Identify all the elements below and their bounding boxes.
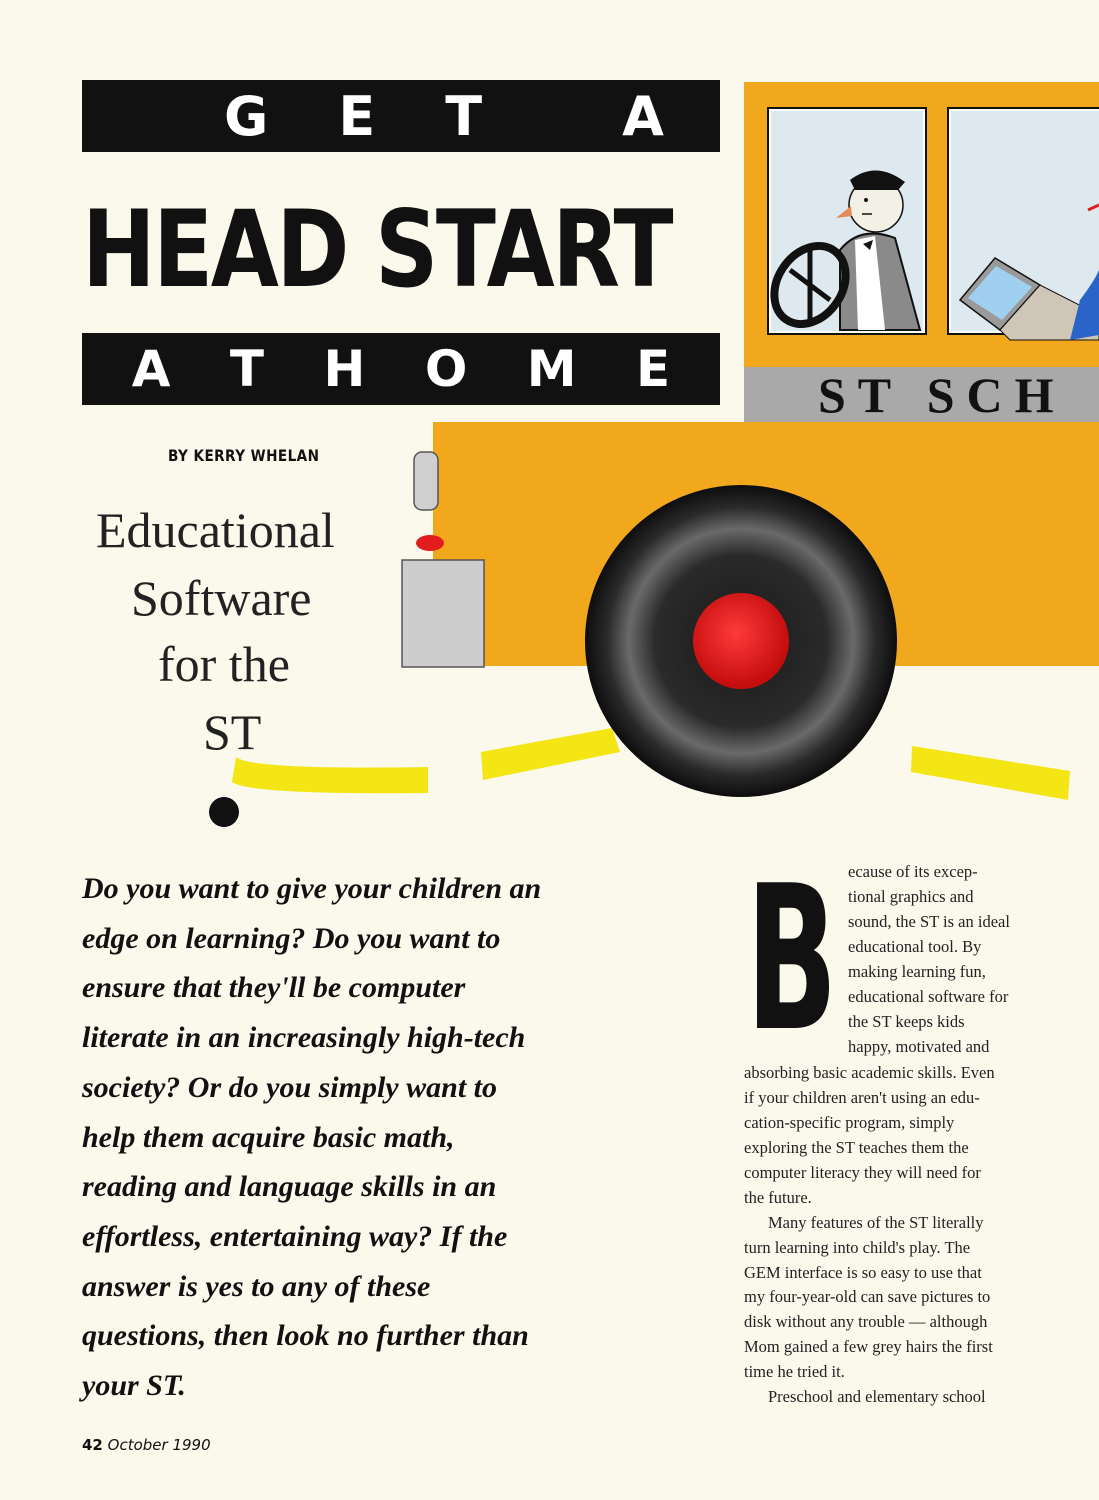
intro-line: your ST. xyxy=(82,1369,186,1403)
body-line: the future. xyxy=(744,1188,812,1207)
intro-line: edge on learning? Do you want to xyxy=(82,921,501,955)
intro-line: reading and language skills in an xyxy=(82,1170,497,1204)
body-line: educational tool. By xyxy=(848,937,982,956)
body-line: exploring the ST teaches them the xyxy=(744,1138,969,1157)
body-line: computer literacy they will need for xyxy=(744,1163,981,1182)
road-stripe-mid xyxy=(481,728,620,780)
road-stripe-left xyxy=(232,757,428,793)
intro-line: answer is yes to any of these xyxy=(82,1269,431,1303)
body-line: absorbing basic academic skills. Even xyxy=(744,1063,995,1082)
subtitle-line: Educational xyxy=(96,502,335,558)
body-line: time he tried it. xyxy=(744,1362,845,1381)
headline-letter: A xyxy=(622,84,664,148)
intro-line: Do you want to give your children an xyxy=(82,872,542,905)
bullet-dot xyxy=(209,797,239,827)
body-line: disk without any trouble — although xyxy=(744,1312,988,1331)
road-stripe-right xyxy=(911,746,1070,800)
body-line: the ST keeps kids xyxy=(848,1012,965,1031)
headline-letter: T xyxy=(229,340,265,398)
headline-letter: A xyxy=(131,340,171,398)
intro-line: society? Or do you simply want to xyxy=(82,1070,497,1104)
headline-letter: O xyxy=(424,340,468,398)
body-line: making learning fun, xyxy=(848,962,986,981)
intro-line: help them acquire basic math, xyxy=(82,1120,455,1154)
page-number: 42 xyxy=(82,1436,103,1454)
body-line: Mom gained a few grey hairs the first xyxy=(744,1337,993,1356)
subtitle-line: Software xyxy=(131,570,312,626)
issue-date: October 1990 xyxy=(107,1436,211,1454)
headline-letter: H xyxy=(323,340,366,398)
headline-letter: T xyxy=(445,84,483,148)
body-line: educational software for xyxy=(848,987,1009,1006)
body-line: if your children aren't using an edu- xyxy=(744,1088,980,1107)
headline-bar-get-a xyxy=(82,80,720,152)
bumper-plate xyxy=(402,560,484,667)
body-line: cation-specific program, simply xyxy=(744,1113,955,1132)
body-line: turn learning into child's play. The xyxy=(744,1238,971,1257)
body-line: GEM interface is so easy to use that xyxy=(744,1263,982,1282)
intro-line: effortless, entertaining way? If the xyxy=(82,1219,508,1253)
headline-letter: E xyxy=(338,84,376,148)
body-line: happy, motivated and xyxy=(848,1037,990,1056)
intro-line: ensure that they'll be computer xyxy=(82,971,466,1005)
body-line: Preschool and elementary school xyxy=(768,1387,986,1406)
body-line: Many features of the ST literally xyxy=(768,1213,984,1232)
headline-letter: E xyxy=(636,340,671,398)
body-line: sound, the ST is an ideal xyxy=(848,912,1010,931)
wheel-hub xyxy=(693,593,789,689)
intro-deck xyxy=(82,864,707,1411)
bus-sign-text: ST SCH xyxy=(818,367,1066,423)
subtitle-line: for the xyxy=(158,636,290,692)
body-line: my four-year-old can save pictures to xyxy=(744,1287,991,1306)
page-footer xyxy=(82,1436,211,1454)
drop-cap: B xyxy=(746,843,838,1076)
body-line: tional graphics and xyxy=(848,887,974,906)
byline: BY KERRY WHELAN xyxy=(168,446,320,465)
subtitle-line: ST xyxy=(203,704,262,760)
intro-line: questions, then look no further than xyxy=(82,1319,529,1353)
headline-letter: M xyxy=(526,340,577,398)
body-line: ecause of its excep- xyxy=(848,862,978,881)
headline-main: HEAD START xyxy=(82,188,672,311)
headline-bar-at-home xyxy=(82,333,720,405)
intro-line: literate in an increasingly high-tech xyxy=(82,1021,526,1055)
headline-letter: G xyxy=(224,84,269,148)
